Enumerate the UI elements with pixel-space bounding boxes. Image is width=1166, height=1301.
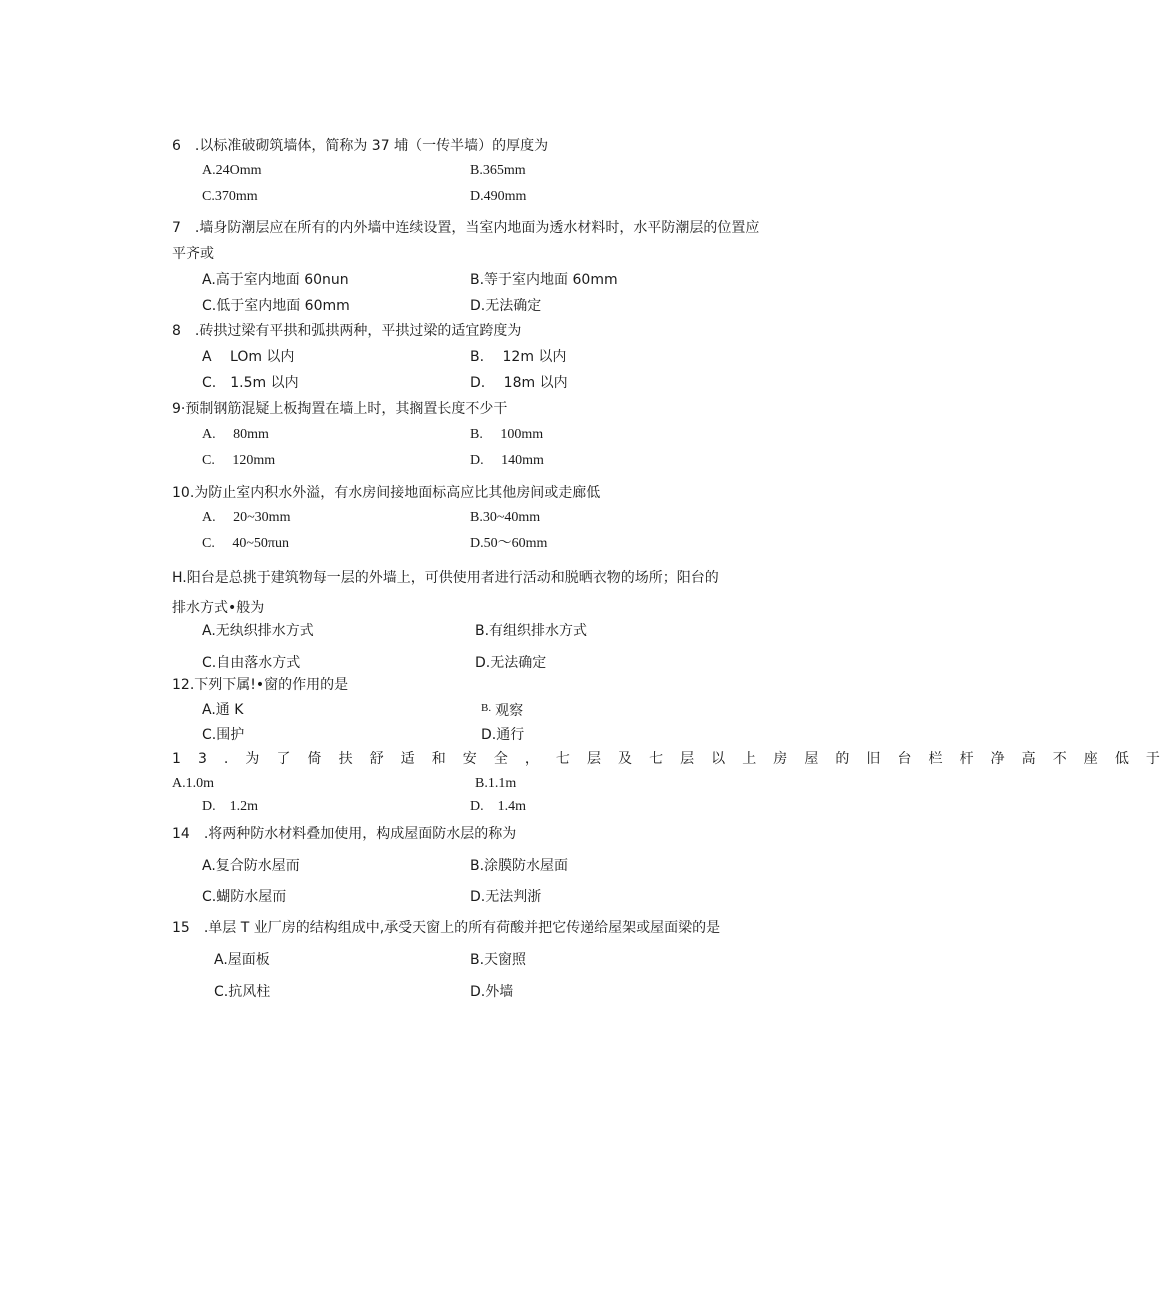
question-12-option-b-letter: B. (481, 702, 492, 714)
question-7-option-c: C.低于室内地面 60mm (202, 298, 350, 314)
question-14-stem: 14 .将两种防水材料叠加使用，构成屋面防水层的称为 (172, 826, 517, 842)
question-6-option-d: D.490mm (470, 189, 527, 204)
question-12-option-b (481, 699, 523, 720)
question-13-stem: 1 3 . 为 了 倚 扶 舒 适 和 安 全 ， 七 层 及 七 层 以 上 房 屋 的 旧 台 栏 杆 净 高 不 座 低 于 (172, 751, 1166, 767)
question-7-option-a: A.高于室内地面 60nun (202, 272, 349, 288)
question-12-option-c: C.围护 (202, 727, 245, 743)
question-13-option-c: D. 1.2m (202, 799, 258, 814)
question-6-option-c: C.370mm (202, 189, 258, 204)
question-12-option-a: A.通 K (202, 702, 244, 718)
question-6-stem: 6 .以标准破砌筑墙体，简称为 37 埔（一传半墙）的厚度为 (172, 138, 549, 154)
question-10-option-a: A. 20~30mm (202, 510, 291, 525)
question-11-stem-line2: 排水方式•般为 (172, 600, 265, 616)
question-14-option-c: C.蝴防水屋而 (202, 889, 287, 905)
question-15-option-a: A.屋面板 (214, 952, 270, 968)
question-8-stem: 8 .砖拱过梁有平拱和弧拱两种，平拱过梁的适宜跨度为 (172, 323, 522, 339)
question-10-option-b: B.30~40mm (470, 510, 541, 525)
question-7-stem-line2: 平齐或 (172, 246, 214, 262)
question-9-option-b: B. 100mm (470, 427, 544, 442)
question-14-option-d: D.无法判浙 (470, 889, 542, 905)
question-13-option-b: B.1.1m (475, 776, 517, 791)
question-10-stem: 10.为防止室内积水外溢，有水房间接地面标高应比其他房间或走廊低 (172, 485, 601, 501)
question-8-option-d: D. 18m 以内 (470, 375, 568, 391)
question-13-option-a: A.1.0m (172, 776, 214, 791)
question-12-option-d: D.通行 (481, 727, 525, 743)
question-7-option-b: B.等于室内地面 60mm (470, 272, 618, 288)
question-9-stem: 9·预制钢筋混疑上板掏置在墙上时，其搁置长度不少干 (172, 401, 508, 417)
question-13-option-d: D. 1.4m (470, 799, 526, 814)
question-11-option-c: C.自由落水方式 (202, 655, 301, 671)
question-11-option-d: D.无法确定 (475, 655, 547, 671)
question-10-option-c: C. 40~50πun (202, 536, 289, 551)
question-6-option-a: A.24Omm (202, 163, 262, 178)
question-15-option-d: D.外墙 (470, 984, 514, 1000)
question-11-option-b: B.有组织排水方式 (475, 623, 588, 639)
question-8-option-b: B. 12m 以内 (470, 349, 567, 365)
question-9-option-d: D. 140mm (470, 453, 544, 468)
question-10-option-d: D.50～60mm (470, 536, 548, 551)
question-9-option-c: C. 120mm (202, 453, 276, 468)
question-14-option-a: A.复合防水屋而 (202, 858, 300, 874)
question-9-option-a: A. 80mm (202, 427, 269, 442)
question-15-option-c: C.抗风柱 (214, 984, 271, 1000)
question-7-option-d: D.无法确定 (470, 298, 542, 314)
question-12-stem: 12.下列下属!•窗的作用的是 (172, 677, 349, 693)
question-15-stem: 15 .单层 T 业厂房的结构组成中,承受天窗上的所有荷酸并把它传递给屋架或屋面梁的是 (172, 920, 721, 936)
question-11-option-a: A.无纨织排水方式 (202, 623, 314, 639)
question-15-option-b: B.天窗照 (470, 952, 527, 968)
question-7-stem-line1: 7 .墙身防潮层应在所有的内外墙中连续设置，当室内地面为透水材料时，水平防潮层的位置应 (172, 220, 760, 236)
question-8-option-c: C. 1.5m 以内 (202, 375, 299, 391)
question-6-option-b: B.365mm (470, 163, 526, 178)
question-8-option-a: A LOm 以内 (202, 349, 295, 365)
question-14-option-b: B.涂膜防水屋面 (470, 858, 569, 874)
question-11-stem-line1: H.阳台是总挑于建筑物每一层的外墙上，可供使用者进行活动和脱晒衣物的场所；阳台的 (172, 570, 719, 586)
question-12-option-b-text: 观察 (495, 703, 524, 719)
